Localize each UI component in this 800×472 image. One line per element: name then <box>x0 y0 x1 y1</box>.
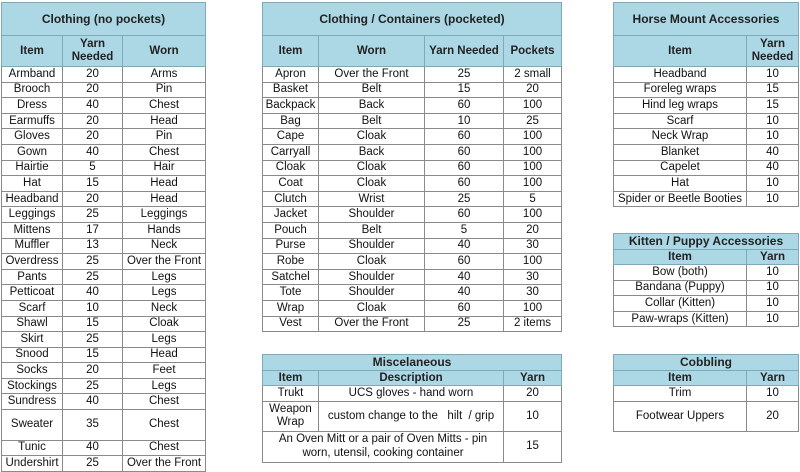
cell-pockets: 100 <box>504 129 562 145</box>
cell-item: Wrap <box>263 300 319 316</box>
column-header-item: Item <box>614 36 747 67</box>
cell-pockets: 30 <box>504 285 562 301</box>
table-row <box>263 432 562 463</box>
cell-item: Sweater <box>2 410 63 441</box>
table-row <box>263 176 562 192</box>
cell-description: custom change to the hilt / grip <box>319 401 504 432</box>
cell-worn: Chest <box>123 440 206 456</box>
cell-yarn-needed: 40 <box>747 160 799 176</box>
cell-item: Armband <box>2 67 63 83</box>
table-row <box>263 160 562 176</box>
cell-yarn: 10 <box>747 265 799 281</box>
cell-item: Bow (both) <box>614 265 747 281</box>
cell-item: Cloak <box>263 160 319 176</box>
table-row <box>2 347 206 363</box>
table-row <box>263 300 562 316</box>
table-row <box>2 176 206 192</box>
table-body <box>614 265 799 327</box>
cell-worn: Chest <box>123 394 206 410</box>
cell-pockets: 20 <box>504 82 562 98</box>
table-row <box>2 394 206 410</box>
cell-item: Robe <box>263 254 319 270</box>
cell-item: Bandana (Puppy) <box>614 280 747 296</box>
cell-item: Dress <box>2 98 63 114</box>
column-header-item: Item <box>263 36 319 67</box>
cell-item: Hat <box>614 176 747 192</box>
cell-yarn: 15 <box>504 432 562 463</box>
column-header-yarn-needed: Yarn Needed <box>747 36 799 67</box>
table-row <box>263 238 562 254</box>
cell-yarn-needed: 20 <box>63 363 123 379</box>
cell-item: Gown <box>2 144 63 160</box>
cell-item: Snood <box>2 347 63 363</box>
cell-worn: Cloak <box>319 160 425 176</box>
cell-yarn-needed: 10 <box>747 191 799 207</box>
cell-worn: Pin <box>123 129 206 145</box>
table-row <box>2 363 206 379</box>
cell-worn: Head <box>123 191 206 207</box>
table-row <box>2 129 206 145</box>
cell-yarn-needed: 40 <box>63 394 123 410</box>
table-row <box>2 316 206 332</box>
clothing-pocketed-table <box>262 2 562 332</box>
table-title: Kitten / Puppy Accessories <box>614 234 799 250</box>
cell-item: Scarf <box>2 300 63 316</box>
column-header-yarn: Yarn <box>747 250 799 265</box>
cell-yarn-needed: 15 <box>63 316 123 332</box>
cell-worn: Legs <box>123 269 206 285</box>
cell-worn: Neck <box>123 238 206 254</box>
cell-worn: Hands <box>123 222 206 238</box>
cell-pockets: 2 items <box>504 316 562 332</box>
table-row <box>614 113 799 129</box>
table-body <box>263 386 562 463</box>
cell-yarn-needed: 20 <box>63 82 123 98</box>
cell-yarn: 20 <box>504 386 562 402</box>
cell-item: Bag <box>263 113 319 129</box>
kitten-puppy-table <box>613 233 799 327</box>
cell-yarn-needed: 60 <box>425 300 504 316</box>
cell-yarn-needed: 15 <box>747 98 799 114</box>
column-header-pockets: Pockets <box>504 36 562 67</box>
table-body <box>263 67 562 332</box>
cell-yarn-needed: 25 <box>63 207 123 223</box>
cell-yarn-needed: 5 <box>425 222 504 238</box>
cell-item: Blanket <box>614 144 747 160</box>
cell-item: Mittens <box>2 222 63 238</box>
table-row <box>2 285 206 301</box>
cell-yarn-needed: 17 <box>63 222 123 238</box>
column-header-item: Item <box>263 371 319 386</box>
cell-yarn: 10 <box>747 311 799 327</box>
cell-pockets: 100 <box>504 144 562 160</box>
table-row <box>2 254 206 270</box>
table-row <box>614 98 799 114</box>
cell-worn: Chest <box>123 98 206 114</box>
cell-worn: Legs <box>123 332 206 348</box>
cell-worn: Feet <box>123 363 206 379</box>
cell-yarn-needed: 15 <box>63 347 123 363</box>
table-row <box>2 332 206 348</box>
cell-item: Hind leg wraps <box>614 98 747 114</box>
table-row <box>263 67 562 83</box>
table-row <box>614 129 799 145</box>
cell-yarn-needed: 10 <box>747 176 799 192</box>
table-row <box>2 82 206 98</box>
table-row <box>263 207 562 223</box>
cell-yarn-needed: 15 <box>747 82 799 98</box>
cell-item: Basket <box>263 82 319 98</box>
cell-pockets: 100 <box>504 300 562 316</box>
cell-item: Neck Wrap <box>614 129 747 145</box>
table-row <box>2 378 206 394</box>
cell-item: Backpack <box>263 98 319 114</box>
cell-item: Carryall <box>263 144 319 160</box>
cell-worn: Head <box>123 347 206 363</box>
column-header-yarn-needed: Yarn Needed <box>63 36 123 67</box>
cell-yarn-needed: 40 <box>63 144 123 160</box>
cell-item: Headband <box>2 191 63 207</box>
cell-yarn-needed: 40 <box>63 440 123 456</box>
column-header-yarn-needed: Yarn Needed <box>425 36 504 67</box>
cell-worn: Shoulder <box>319 269 425 285</box>
table-row <box>2 144 206 160</box>
table-title: Clothing (no pockets) <box>2 3 206 36</box>
cell-item: Undershirt <box>2 456 63 472</box>
cell-item: Purse <box>263 238 319 254</box>
cell-worn: Pin <box>123 82 206 98</box>
cell-yarn-needed: 13 <box>63 238 123 254</box>
cell-item: Trukt <box>263 386 319 402</box>
cell-item: Muffler <box>2 238 63 254</box>
cell-pockets: 20 <box>504 222 562 238</box>
cell-worn: Over the Front <box>319 67 425 83</box>
cell-yarn: 20 <box>747 401 799 432</box>
column-header-item: Item <box>614 371 747 386</box>
table-row <box>614 144 799 160</box>
cell-item: Socks <box>2 363 63 379</box>
cell-worn: Legs <box>123 378 206 394</box>
table-row <box>2 207 206 223</box>
cell-yarn-needed: 40 <box>747 144 799 160</box>
column-header-yarn: Yarn <box>747 371 799 386</box>
cell-yarn-needed: 25 <box>63 378 123 394</box>
cell-yarn-needed: 60 <box>425 254 504 270</box>
cell-worn: Arms <box>123 67 206 83</box>
table-body <box>614 386 799 432</box>
table-row <box>263 82 562 98</box>
table-row <box>2 113 206 129</box>
table-row <box>263 254 562 270</box>
cell-item: Hat <box>2 176 63 192</box>
cell-pockets: 100 <box>504 254 562 270</box>
cell-yarn: 10 <box>504 401 562 432</box>
cell-worn: Belt <box>319 222 425 238</box>
cell-yarn-needed: 35 <box>63 410 123 441</box>
cell-pockets: 100 <box>504 176 562 192</box>
cell-item: Spider or Beetle Booties <box>614 191 747 207</box>
table-row <box>614 176 799 192</box>
cell-yarn: 10 <box>747 296 799 312</box>
table-row <box>2 222 206 238</box>
cell-item: Tote <box>263 285 319 301</box>
cell-item: Cape <box>263 129 319 145</box>
cell-worn: Cloak <box>319 129 425 145</box>
cell-yarn-needed: 10 <box>63 300 123 316</box>
cell-item: Gloves <box>2 129 63 145</box>
cell-worn: Over the Front <box>123 254 206 270</box>
cell-yarn-needed: 20 <box>63 67 123 83</box>
cell-worn: Head <box>123 113 206 129</box>
cell-yarn-needed: 10 <box>425 113 504 129</box>
table-title: Horse Mount Accessories <box>614 3 799 36</box>
cell-item: Overdress <box>2 254 63 270</box>
cell-item: Hairtie <box>2 160 63 176</box>
cell-item: Coat <box>263 176 319 192</box>
cell-item: Paw-wraps (Kitten) <box>614 311 747 327</box>
cell-item: Jacket <box>263 207 319 223</box>
cell-item: Foreleg wraps <box>614 82 747 98</box>
cell-item: Scarf <box>614 113 747 129</box>
cell-yarn: 10 <box>747 386 799 402</box>
cell-worn: Cloak <box>123 316 206 332</box>
cell-yarn-needed: 40 <box>425 269 504 285</box>
cell-worn: Cloak <box>319 254 425 270</box>
cell-worn: Over the Front <box>123 456 206 472</box>
table-row <box>614 296 799 312</box>
table-row <box>2 67 206 83</box>
table-row <box>263 98 562 114</box>
table-row <box>614 280 799 296</box>
cell-yarn-needed: 60 <box>425 98 504 114</box>
cell-yarn-needed: 10 <box>747 129 799 145</box>
cell-item: Satchel <box>263 269 319 285</box>
cell-worn: Cloak <box>319 300 425 316</box>
table-row <box>2 269 206 285</box>
cell-pockets: 30 <box>504 238 562 254</box>
cell-yarn-needed: 15 <box>425 82 504 98</box>
cell-worn: Shoulder <box>319 207 425 223</box>
column-header-worn: Worn <box>319 36 425 67</box>
cell-worn: Hair <box>123 160 206 176</box>
cell-yarn-needed: 25 <box>63 332 123 348</box>
cell-item: Pouch <box>263 222 319 238</box>
cell-yarn-needed: 20 <box>63 113 123 129</box>
cell-item: Sundress <box>2 394 63 410</box>
cell-item: Petticoat <box>2 285 63 301</box>
table-row <box>614 265 799 281</box>
cell-worn: Shoulder <box>319 285 425 301</box>
cell-worn: Back <box>319 98 425 114</box>
table-row <box>614 67 799 83</box>
cell-yarn-needed: 40 <box>63 98 123 114</box>
table-row <box>614 160 799 176</box>
column-header-item: Item <box>614 250 747 265</box>
cell-item: Brooch <box>2 82 63 98</box>
table-row <box>263 285 562 301</box>
cell-item: Capelet <box>614 160 747 176</box>
cell-yarn-needed: 40 <box>63 285 123 301</box>
table-row <box>614 386 799 402</box>
cell-yarn-needed: 15 <box>63 176 123 192</box>
cell-item: Clutch <box>263 191 319 207</box>
cell-yarn-needed: 20 <box>63 129 123 145</box>
table-row <box>2 456 206 472</box>
cell-worn: Legs <box>123 285 206 301</box>
cell-yarn-needed: 60 <box>425 207 504 223</box>
cell-yarn-needed: 60 <box>425 129 504 145</box>
table-row <box>263 129 562 145</box>
table-row <box>263 113 562 129</box>
cell-pockets: 100 <box>504 160 562 176</box>
cell-yarn-needed: 25 <box>63 269 123 285</box>
cell-worn: Leggings <box>123 207 206 223</box>
cell-yarn-needed: 40 <box>425 285 504 301</box>
cell-yarn-needed: 25 <box>425 191 504 207</box>
table-row <box>2 300 206 316</box>
cell-pockets: 100 <box>504 207 562 223</box>
cell-item: Footwear Uppers <box>614 401 747 432</box>
table-row <box>263 222 562 238</box>
cell-item: Weapon Wrap <box>263 401 319 432</box>
table-row <box>2 440 206 456</box>
cell-yarn-needed: 10 <box>747 67 799 83</box>
column-header-item: Item <box>2 36 63 67</box>
cell-pockets: 25 <box>504 113 562 129</box>
cell-yarn-needed: 20 <box>63 191 123 207</box>
cell-item: Skirt <box>2 332 63 348</box>
table-title: Miscelaneous <box>263 355 562 371</box>
clothing-no-pockets-table <box>1 2 206 472</box>
cell-item: Headband <box>614 67 747 83</box>
cobbling-table <box>613 354 799 432</box>
table-body <box>2 67 206 472</box>
cell-worn: Neck <box>123 300 206 316</box>
cell-worn: Head <box>123 176 206 192</box>
cell-worn: Belt <box>319 113 425 129</box>
cell-item: Stockings <box>2 378 63 394</box>
cell-yarn-needed: 25 <box>425 67 504 83</box>
cell-yarn-needed: 60 <box>425 144 504 160</box>
cell-yarn-needed: 60 <box>425 176 504 192</box>
column-header-description: Description <box>319 371 504 386</box>
table-row <box>263 191 562 207</box>
column-header-yarn: Yarn <box>504 371 562 386</box>
cell-item: Collar (Kitten) <box>614 296 747 312</box>
table-row <box>614 82 799 98</box>
cell-item: Earmuffs <box>2 113 63 129</box>
table-row <box>263 401 562 432</box>
cell-worn: Back <box>319 144 425 160</box>
cell-yarn-needed: 10 <box>747 113 799 129</box>
cell-item: Pants <box>2 269 63 285</box>
cell-yarn-needed: 25 <box>425 316 504 332</box>
table-title: Clothing / Containers (pocketed) <box>263 3 562 36</box>
cell-worn: Over the Front <box>319 316 425 332</box>
cell-pockets: 30 <box>504 269 562 285</box>
cell-pockets: 2 small <box>504 67 562 83</box>
miscellaneous-table <box>262 354 562 463</box>
table-row <box>263 386 562 402</box>
cell-yarn-needed: 60 <box>425 160 504 176</box>
cell-merged-description: An Oven Mitt or a pair of Oven Mitts - pin worn, utensil, cooking container <box>263 432 504 463</box>
table-row <box>263 316 562 332</box>
table-row <box>2 191 206 207</box>
cell-yarn-needed: 5 <box>63 160 123 176</box>
cell-worn: Cloak <box>319 176 425 192</box>
table-title: Cobbling <box>614 355 799 371</box>
cell-item: Vest <box>263 316 319 332</box>
cell-worn: Wrist <box>319 191 425 207</box>
cell-item: Apron <box>263 67 319 83</box>
cell-item: Leggings <box>2 207 63 223</box>
table-row <box>614 191 799 207</box>
cell-item: Trim <box>614 386 747 402</box>
table-row <box>263 144 562 160</box>
cell-yarn-needed: 40 <box>425 238 504 254</box>
cell-yarn-needed: 25 <box>63 456 123 472</box>
cell-pockets: 100 <box>504 98 562 114</box>
table-row <box>614 401 799 432</box>
table-row <box>263 269 562 285</box>
table-row <box>614 311 799 327</box>
cell-worn: Chest <box>123 144 206 160</box>
cell-item: Shawl <box>2 316 63 332</box>
table-body <box>614 67 799 207</box>
cell-yarn: 10 <box>747 280 799 296</box>
table-row <box>2 98 206 114</box>
cell-worn: Belt <box>319 82 425 98</box>
cell-yarn-needed: 25 <box>63 254 123 270</box>
cell-worn: Shoulder <box>319 238 425 254</box>
table-row <box>2 238 206 254</box>
table-row <box>2 410 206 441</box>
cell-worn: Chest <box>123 410 206 441</box>
column-header-worn: Worn <box>123 36 206 67</box>
cell-description: UCS gloves - hand worn <box>319 386 504 402</box>
cell-item: Tunic <box>2 440 63 456</box>
cell-pockets: 5 <box>504 191 562 207</box>
table-row <box>2 160 206 176</box>
horse-mount-table <box>613 2 799 207</box>
